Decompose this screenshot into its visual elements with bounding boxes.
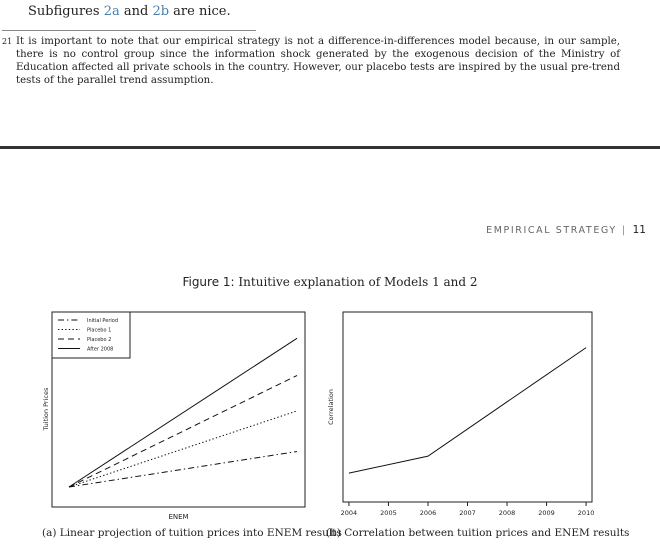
chart-a-xlabel: ENEM xyxy=(168,513,189,521)
chart-b-xtick-label-0: 2004 xyxy=(340,509,358,517)
chart-a-legend-label-1: Placebo 1 xyxy=(87,327,112,334)
running-head-section: EMPIRICAL STRATEGY xyxy=(486,225,617,236)
chart-b xyxy=(327,312,594,517)
figure-caption xyxy=(0,275,660,289)
subfig-and: and xyxy=(119,4,153,19)
figure-title: Intuitive explanation of Models 1 and 2 xyxy=(238,275,478,289)
page-separator xyxy=(0,146,660,149)
running-head xyxy=(486,224,646,236)
chart-b-xtick-label-6: 2010 xyxy=(577,509,595,517)
subfigure-b-link[interactable]: 2b xyxy=(152,4,170,19)
footnote-text: It is important to note that our empirical strategy is not a difference-in-differences model because, in our sample, there is no control group since the information shock generated by the exogenous decision of the Ministry of Education affected all private schools in the country. However, our placebo tests are inspired by the usual pre-trend tests of the parallel trend assumption. xyxy=(16,36,620,86)
chart-b-frame xyxy=(343,312,592,502)
chart-a-series-3 xyxy=(69,338,297,487)
subfigures-sentence xyxy=(28,4,231,19)
subfig-suffix: are nice. xyxy=(169,4,231,19)
chart-b-xtick-label-5: 2009 xyxy=(538,509,555,517)
chart-a-series-0 xyxy=(69,452,297,488)
running-head-separator: | xyxy=(621,225,627,236)
chart-a-series-2 xyxy=(69,376,297,488)
chart-b-series-0 xyxy=(349,348,586,474)
subfigure-a-caption: (a) Linear projection of tuition prices into ENEM results xyxy=(42,527,342,539)
chart-b-ylabel: Correlation xyxy=(327,389,335,425)
subfigure-a-link[interactable]: 2a xyxy=(103,4,120,19)
chart-a-ylabel: Tuition Prices xyxy=(42,387,50,431)
chart-a-series-1 xyxy=(69,411,297,487)
chart-b-xtick-label-4: 2008 xyxy=(498,509,516,517)
subfigure-b-caption: (b) Correlation between tuition prices and ENEM results xyxy=(326,527,630,539)
footnote-number: 21 xyxy=(2,37,13,46)
chart-a-legend-label-0: Initial Period xyxy=(87,318,119,324)
page-number: 11 xyxy=(632,224,646,236)
subfig-prefix: Subfigures xyxy=(28,4,104,19)
footnote xyxy=(2,35,620,87)
figure-label: Figure 1: xyxy=(182,275,235,289)
chart-a-legend-label-3: After 2008 xyxy=(87,346,114,353)
footnote-rule xyxy=(2,30,256,31)
chart-a-legend-label-2: Placebo 2 xyxy=(87,337,112,343)
chart-b-xtick-label-2: 2006 xyxy=(419,509,437,517)
chart-a xyxy=(42,312,305,521)
chart-b-xtick-label-3: 2007 xyxy=(459,509,476,517)
figure-charts xyxy=(0,300,660,528)
chart-b-xtick-label-1: 2005 xyxy=(380,509,397,517)
